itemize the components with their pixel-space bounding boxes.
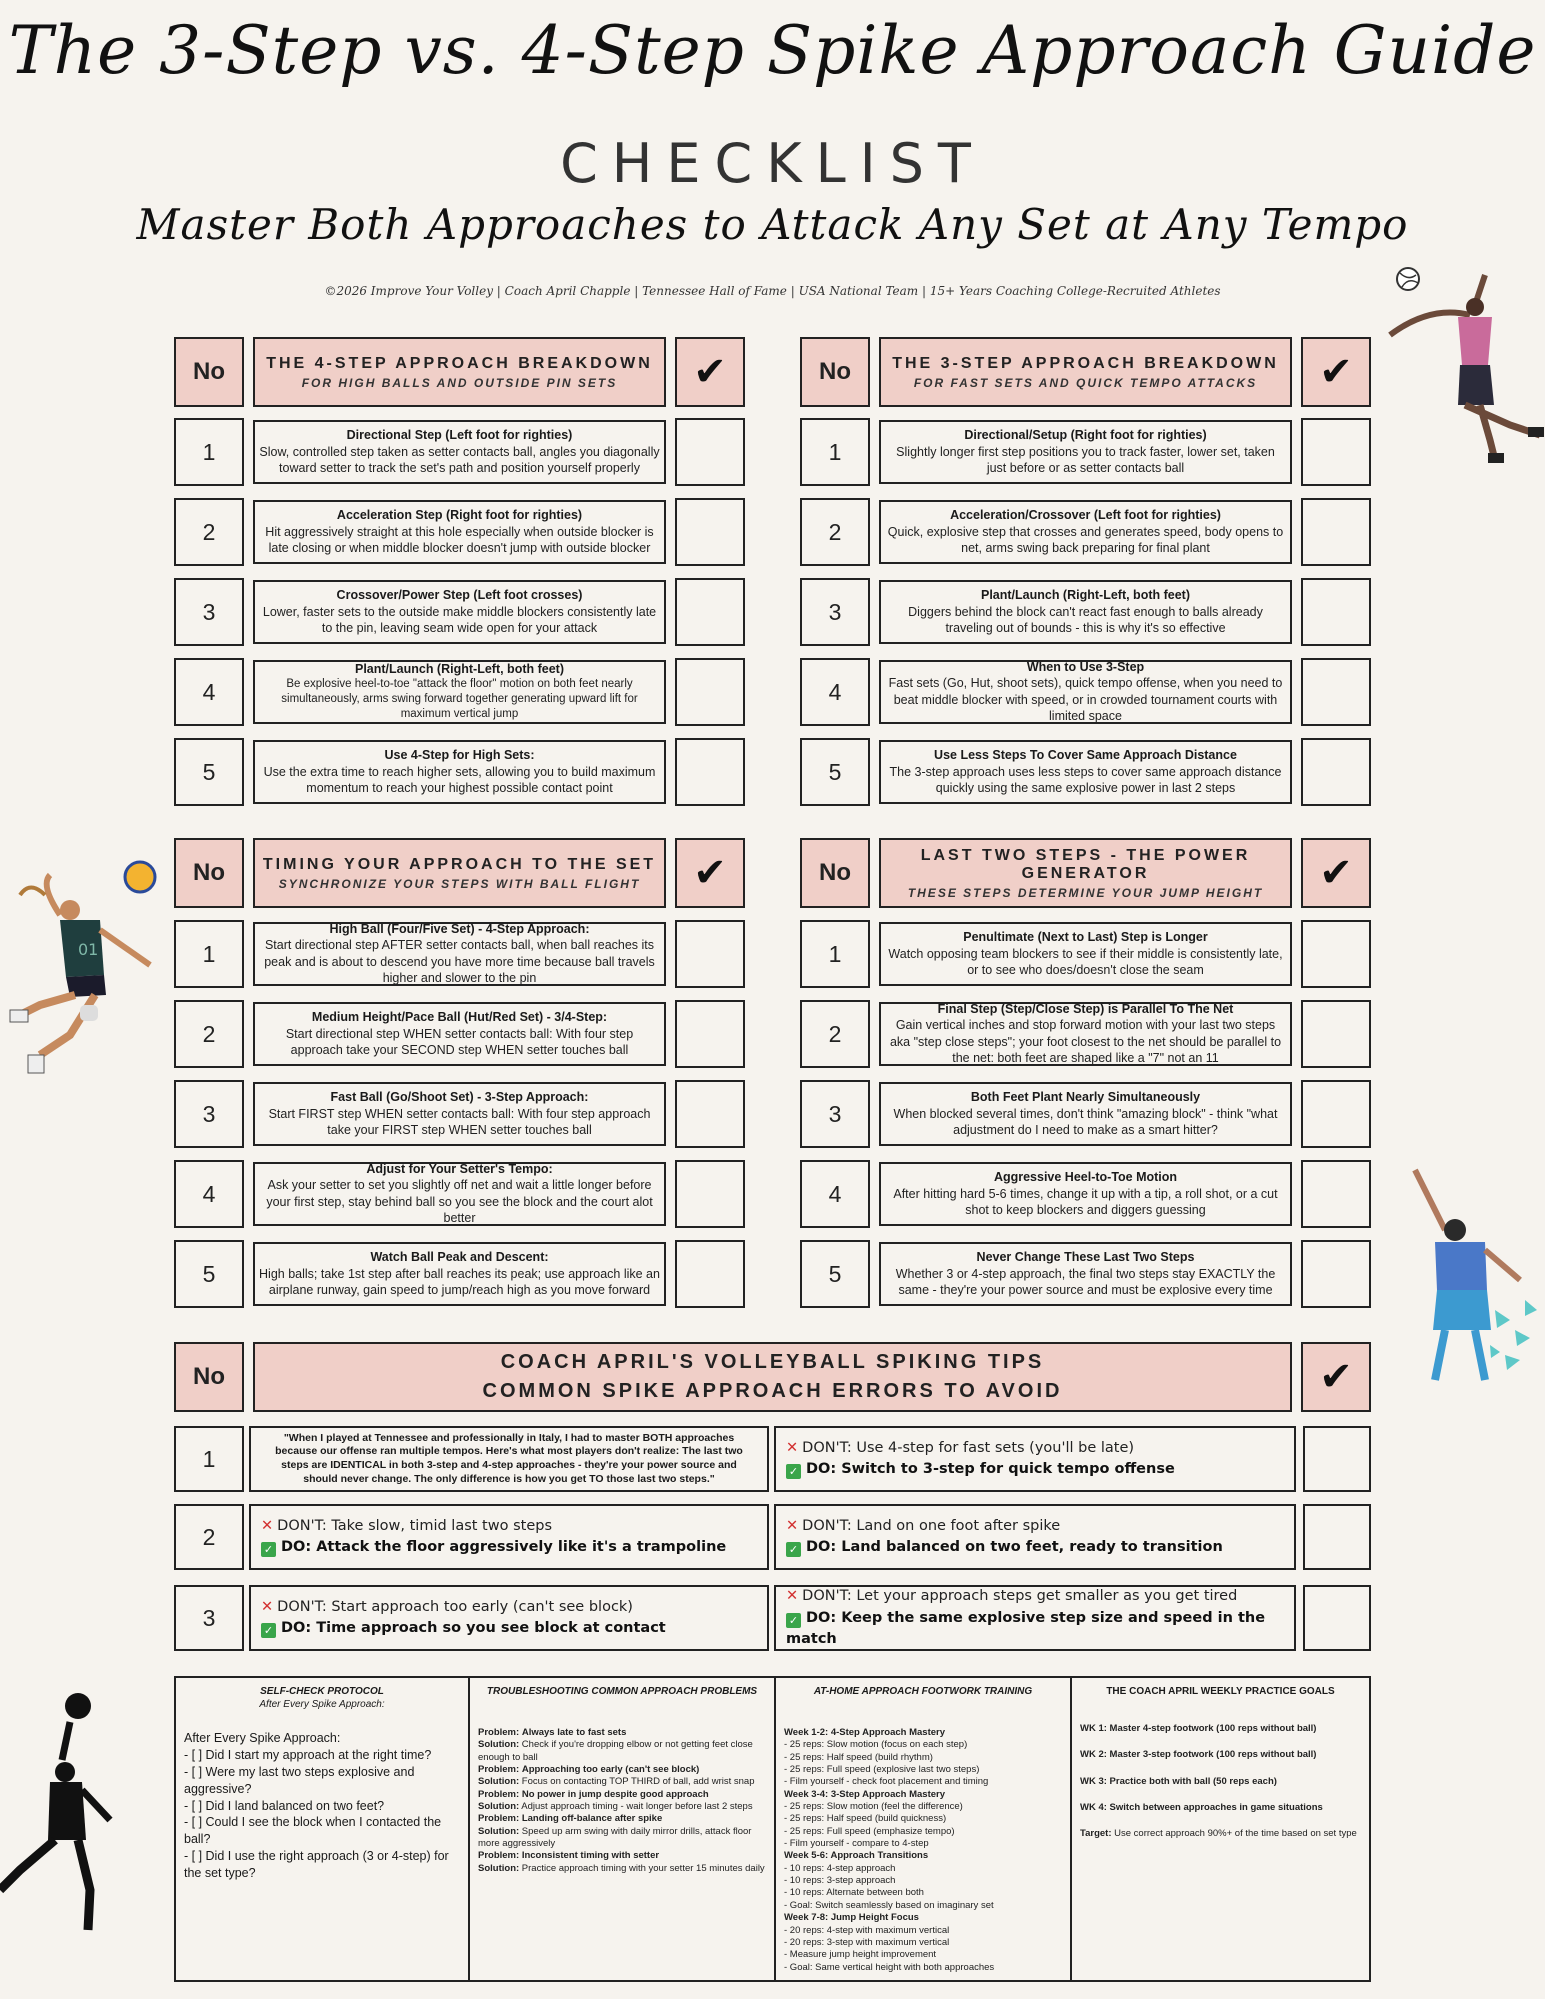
row-item-title: Crossover/Power Step (Left foot crosses) [336,587,583,602]
row-item [879,660,1292,724]
checkbox-green-icon: ✓ [261,1542,276,1557]
row-checkbox[interactable] [1301,920,1371,988]
goal-item: WK 1: Master 4-step footwork (100 reps without ball) [1080,1723,1317,1734]
solution-label: Solution: [478,1862,520,1874]
row-item-description: Fast sets (Go, Hut, shoot sets), quick tempo offense, when you need to beat middle blocker with speed, or in crowded tournament courts with limited space [888,676,1283,723]
do-text: DO: Attack the floor aggressively like it's a trampoline [281,1539,727,1555]
row-checkbox[interactable] [675,738,745,806]
do-text: DO: Switch to 3-step for quick tempo offense [806,1461,1175,1477]
row-item [253,1242,666,1306]
section-subtitle: FOR FAST SETS AND QUICK TEMPO ATTACKS [913,375,1258,390]
self-check-subtitle: After Every Spike Approach: [259,1699,385,1710]
training-line: - 20 reps: 4-step with maximum vertical [784,1924,950,1936]
row-item-description: Quick, explosive step that crosses and generates speed, body opens to net, arms swing back preparing for final plant [887,524,1284,555]
target-text: Use correct approach 90%+ of the time based on set type [1114,1828,1357,1840]
training-week-heading: Week 1-2: 4-Step Approach Mastery [784,1727,946,1738]
row-checkbox[interactable] [675,498,745,566]
row-checkbox[interactable] [1301,418,1371,486]
self-check-item: - [ ] Did I start my approach at the right time? [184,1747,432,1762]
row-checkbox[interactable] [1301,1240,1371,1308]
row-number: 2 [174,1000,244,1068]
row-item-description: Diggers behind the block can't react fast enough to balls already traveling out of bounds - this is why it's so effective [908,604,1263,635]
problem-text: Inconsistent timing with setter [521,1850,660,1862]
volleyball-player-right [1375,1160,1545,1390]
coach-quote: "When I played at Tennessee and professionally in Italy, I had to master BOTH approaches because our offense ran multiple tempos. Here's what most players don't realize: The last two steps are IDENTICAL in both 3-step and 4-step approaches - they're your power source and should never change. The only difference is how you get TO those last two steps." [249,1426,769,1492]
row-item-description: High balls; take 1st step after ball reaches its peak; use approach like an airplane runway, gain speed to jump/reach high as you move forward [259,1266,660,1297]
row-item [879,420,1292,484]
row-item [879,1162,1292,1226]
x-icon: ✕ [786,1517,799,1534]
row-item [253,1002,666,1066]
row-checkbox[interactable] [1301,1000,1371,1068]
row-item-title: Acceleration Step (Right foot for righties) [336,507,583,522]
x-icon: ✕ [261,1517,274,1534]
training-line: - 25 reps: Half speed (build rhythm) [784,1751,933,1763]
row-item-title: When to Use 3-Step [1026,660,1145,674]
solution-text: Adjust approach timing - wait longer before last 2 steps [521,1801,753,1813]
problem-text: Always late to fast sets [521,1727,627,1738]
row-item-description: Use the extra time to reach higher sets, allowing you to build maximum momentum to reach your highest possible contact point [263,764,656,795]
troubleshooting-title: TROUBLESHOOTING COMMON APPROACH PROBLEMS [486,1686,758,1697]
row-checkbox[interactable] [1301,1080,1371,1148]
svg-text:01: 01 [78,940,99,959]
checkbox-green-icon: ✓ [786,1542,801,1557]
problem-label: Problem: [478,1764,520,1776]
self-check-title: SELF-CHECK PROTOCOL [260,1686,384,1697]
no-header-4step: No [174,337,244,407]
training-line: - Goal: Switch seamlessly based on imaginary set [784,1899,994,1911]
training-line: - Goal: Same vertical height with both approaches [784,1961,995,1973]
goal-item: WK 4: Switch between approaches in game situations [1080,1802,1323,1814]
x-icon: ✕ [261,1598,274,1615]
row-item-description: Start directional step WHEN setter contacts ball: With four step approach take your SECOND step WHEN setter touches ball [285,1026,634,1057]
volleyball-player-top-right [1370,265,1545,465]
training-line: - 20 reps: 3-step with maximum vertical [784,1936,950,1948]
row-number: 2 [174,498,244,566]
section-title: THE 4-STEP APPROACH BREAKDOWN [266,354,653,372]
row-number: 4 [174,658,244,726]
row-item-title: Final Step (Step/Close Step) is Parallel To The Net [937,1002,1234,1016]
section-header-4step [253,337,666,407]
row-number: 5 [174,1240,244,1308]
section-header-tips [253,1342,1292,1412]
goals-title: THE COACH APRIL WEEKLY PRACTICE GOALS [1106,1686,1335,1697]
tips-row-1-number: 1 [174,1426,244,1492]
goal-item: WK 2: Master 3-step footwork (100 reps without ball) [1080,1749,1317,1761]
row-number: 5 [800,738,870,806]
tips-row-2-right [774,1504,1296,1570]
dont-text: DON'T: Use 4-step for fast sets (you'll be late) [802,1439,1135,1456]
row-number: 3 [800,1080,870,1148]
tips-row-1-right [774,1426,1296,1492]
section-header-3step [879,337,1292,407]
row-number: 2 [800,498,870,566]
row-item-title: Plant/Launch (Right-Left, both feet) [354,661,564,676]
tips-row-2-left [249,1504,769,1570]
row-item [253,1162,666,1226]
row-number: 5 [174,738,244,806]
tips-title-1: COACH APRIL'S VOLLEYBALL SPIKING TIPS [500,1351,1045,1373]
training-line: - 25 reps: Half speed (build quickness) [784,1813,947,1825]
check-header-tips: ✔ [1301,1342,1371,1412]
training-line: - Measure jump height improvement [784,1949,937,1961]
row-item [879,922,1292,986]
row-item-title: Both Feet Plant Nearly Simultaneously [970,1089,1201,1104]
row-item-description: Start FIRST step WHEN setter contacts ball: With four step approach take your FIRST step WHEN setter touches ball [268,1106,651,1137]
dont-text: DON'T: Start approach too early (can't see block) [277,1598,633,1615]
volleyball-icon [125,862,155,892]
check-header-3step: ✔ [1301,337,1371,407]
row-item-title: Watch Ball Peak and Descent: [370,1249,549,1264]
section-subtitle: THESE STEPS DETERMINE YOUR JUMP HEIGHT [907,885,1264,900]
problem-label: Problem: [478,1813,520,1825]
self-check-item: - [ ] Did I land balanced on two feet? [184,1798,385,1813]
do-text: DO: Land balanced on two feet, ready to transition [806,1539,1223,1555]
row-item-description: Ask your setter to set you slightly off net and wait a little longer before your first step, stay behind ball so you see the block and the court alot better [266,1178,653,1225]
row-checkbox[interactable] [1301,658,1371,726]
row-item [253,922,666,986]
problem-label: Problem: [478,1727,520,1738]
checkbox-green-icon: ✓ [786,1464,801,1479]
row-number: 4 [174,1160,244,1228]
training-column [776,1678,1072,1980]
solution-label: Solution: [478,1776,520,1788]
self-check-column [176,1678,470,1980]
row-item-description: Slightly longer first step positions you to track faster, lower set, taken just before or as setter contacts ball [896,444,1275,475]
row-item-description: The 3-step approach uses less steps to cover same approach distance quickly using the same explosive power in last 2 steps [889,764,1282,795]
problem-text: No power in jump despite good approach [521,1788,709,1800]
section-subtitle: SYNCHRONIZE YOUR STEPS WITH BALL FLIGHT [278,876,641,891]
row-checkbox[interactable] [675,658,745,726]
row-item-title: Directional/Setup (Right foot for righties) [964,427,1207,442]
page-subtitle: Master Both Approaches to Attack Any Set at Any Tempo [136,200,1409,249]
checkbox-green-icon: ✓ [786,1613,801,1628]
row-item [879,1082,1292,1146]
no-header-tips: No [174,1342,244,1412]
dont-text: DON'T: Let your approach steps get smaller as you get tired [802,1588,1238,1605]
row-item-description: After hitting hard 5-6 times, change it up with a tip, a roll shot, or a cut shot to keep blockers and diggers guessing [893,1186,1278,1217]
tips-row-1-checkbox[interactable] [1303,1426,1371,1492]
tips-row-3-left [249,1585,769,1651]
row-checkbox[interactable] [675,418,745,486]
goals-column [1072,1678,1369,1980]
row-item-title: Medium Height/Pace Ball (Hut/Red Set) - 3/4-Step: [311,1009,608,1024]
row-item [879,1002,1292,1066]
row-checkbox[interactable] [1301,578,1371,646]
row-checkbox[interactable] [675,578,745,646]
no-header-timing: No [174,838,244,908]
tips-row-3-right [774,1585,1296,1651]
troubleshooting-column [470,1678,776,1980]
section-title: LAST TWO STEPS - THE POWER GENERATOR [920,846,1251,882]
row-item-description: Be explosive heel-to-toe "attack the floor" motion on both feet nearly simultaneously, arms swing forward together generating upward lift for maximum vertical jump [281,678,638,721]
row-item [879,1242,1292,1306]
section-header-timing [253,838,666,908]
row-number: 1 [800,418,870,486]
row-item [879,500,1292,564]
training-line: - 25 reps: Slow motion (focus on each step) [784,1739,968,1751]
training-line: - 10 reps: 4-step approach [784,1862,896,1874]
row-checkbox[interactable] [675,1240,745,1308]
row-item-description: Slow, controlled step taken as setter contacts ball, angles you diagonally toward setter to track the set's path and position yourself properly [259,444,660,475]
section-title: TIMING YOUR APPROACH TO THE SET [262,855,657,873]
row-checkbox[interactable] [1301,1160,1371,1228]
training-title: AT-HOME APPROACH FOOTWORK TRAINING [813,1686,1033,1697]
training-line: - 10 reps: Alternate between both [784,1887,924,1899]
row-checkbox[interactable] [675,1080,745,1148]
solution-text: Check if you're dropping elbow or not getting feet close enough to ball [478,1739,753,1763]
training-week-heading: Week 5-6: Approach Transitions [784,1850,929,1862]
volleyball-player-left [0,855,170,1095]
row-item-description: Hit aggressively straight at this hole especially when outside blocker is late closing or when middle blocker doesn't jump with outside blocker [265,524,654,555]
training-line: - 25 reps: Full speed (emphasize tempo) [784,1825,955,1837]
check-header-timing: ✔ [675,838,745,908]
row-item-title: Directional Step (Left foot for righties) [346,427,573,442]
row-item-title: Use 4-Step for High Sets: [384,747,535,762]
row-number: 3 [800,578,870,646]
training-line: - 25 reps: Slow motion (feel the difference) [784,1801,963,1813]
no-header-3step: No [800,337,870,407]
silhouette-player [0,1690,150,1935]
row-checkbox[interactable] [675,920,745,988]
checkbox-green-icon: ✓ [261,1623,276,1638]
row-number: 2 [800,1000,870,1068]
row-item [253,740,666,804]
self-check-intro: After Every Spike Approach: [184,1731,341,1745]
training-week-heading: Week 3-4: 3-Step Approach Mastery [784,1788,946,1800]
volleyball-icon [1397,268,1419,290]
dont-text: DON'T: Take slow, timid last two steps [277,1517,552,1534]
check-header-4step: ✔ [675,337,745,407]
tips-row-3-number: 3 [174,1585,244,1651]
row-item-title: Adjust for Your Setter's Tempo: [366,1162,553,1176]
row-number: 1 [800,920,870,988]
training-line: - Film yourself - check foot placement and timing [784,1776,989,1788]
row-item-description: Start directional step AFTER setter contacts ball, when ball reaches its peak and is about to descend you have more time because ball travels higher and slower to the pin [264,938,655,985]
do-text: DO: Keep the same explosive step size and speed in the match [786,1609,1266,1647]
training-line: - 25 reps: Full speed (explosive last two steps) [784,1764,980,1776]
x-icon: ✕ [786,1588,799,1605]
bottom-panel [174,1676,1371,1982]
row-item-description: Whether 3 or 4-step approach, the final two steps stay EXACTLY the same - they're your power source and must be explosive every time [895,1266,1276,1297]
row-number: 4 [800,1160,870,1228]
problem-text: Landing off-balance after spike [521,1813,663,1825]
tips-row-3-checkbox[interactable] [1303,1585,1371,1651]
dont-text: DON'T: Land on one foot after spike [802,1517,1061,1534]
no-header-last2: No [800,838,870,908]
self-check-item: - [ ] Could I see the block when I contacted the ball? [184,1815,442,1847]
solution-label: Solution: [478,1739,520,1751]
row-item-title: Use Less Steps To Cover Same Approach Distance [934,747,1237,762]
row-item-description: Watch opposing team blockers to see if their middle is consistently late, or to see who does/doesn't close the seam [888,946,1283,977]
training-line: - Film yourself - compare to 4-step [784,1838,929,1850]
row-checkbox[interactable] [1301,738,1371,806]
row-item [253,1082,666,1146]
x-icon: ✕ [786,1439,799,1456]
row-item-title: High Ball (Four/Five Set) - 4-Step Approach: [329,922,590,936]
row-number: 1 [174,418,244,486]
training-line: - 10 reps: 3-step approach [784,1875,896,1887]
row-number: 3 [174,578,244,646]
page-title: The 3-Step vs. 4-Step Spike Approach Guide [8,12,1537,89]
row-item-description: When blocked several times, don't think "amazing block" - think "what adjustment do I need to make as a smart hitter? [893,1106,1278,1137]
row-item-title: Plant/Launch (Right-Left, both feet) [980,587,1190,602]
check-header-last2: ✔ [1301,838,1371,908]
row-number: 5 [800,1240,870,1308]
problem-label: Problem: [478,1788,520,1800]
goal-item: WK 3: Practice both with ball (50 reps each) [1080,1775,1277,1787]
row-item [879,580,1292,644]
training-week-heading: Week 7-8: Jump Height Focus [784,1912,919,1924]
row-number: 1 [174,920,244,988]
row-number: 3 [174,1080,244,1148]
row-number: 4 [800,658,870,726]
row-checkbox[interactable] [675,1000,745,1068]
target-label: Target: [1080,1828,1112,1840]
problem-label: Problem: [478,1850,520,1862]
row-item-description: Gain vertical inches and stop forward motion with your last two steps aka "step close steps"; your foot closest to the net should be parallel to the net: both feet are shaped like a "7" not an 11 [889,1018,1282,1065]
tips-row-2-checkbox[interactable] [1303,1504,1371,1570]
solution-text: Speed up arm swing with daily mirror drills, attack floor more aggressively [478,1825,752,1850]
checklist-heading: CHECKLIST [560,132,985,195]
problem-text: Approaching too early (can't see block) [521,1764,700,1776]
self-check-item: - [ ] Did I use the right approach (3 or 4-step) for the set type? [184,1849,449,1880]
solution-text: Focus on contacting TOP THIRD of ball, add wrist snap [521,1776,755,1788]
row-item [879,740,1292,804]
row-item-description: Lower, faster sets to the outside make middle blockers consistently late to the pin, leaving seam wide open for your attack [262,604,657,635]
volleyball-icon [65,1693,91,1719]
row-item [253,580,666,644]
tips-row-2-number: 2 [174,1504,244,1570]
do-text: DO: Time approach so you see block at contact [281,1620,666,1636]
section-title: THE 3-STEP APPROACH BREAKDOWN [892,354,1279,372]
row-item [253,500,666,564]
section-subtitle: FOR HIGH BALLS AND OUTSIDE PIN SETS [301,375,618,390]
tips-title-2: COMMON SPIKE APPROACH ERRORS TO AVOID [482,1380,1063,1402]
solution-label: Solution: [478,1801,520,1813]
row-checkbox[interactable] [675,1160,745,1228]
solution-text: Practice approach timing with your setter 15 minutes daily [521,1862,765,1874]
solution-label: Solution: [478,1825,520,1837]
row-checkbox[interactable] [1301,498,1371,566]
row-item [253,660,666,724]
self-check-item: - [ ] Were my last two steps explosive and aggressive? [184,1764,415,1796]
row-item-title: Aggressive Heel-to-Toe Motion [993,1169,1178,1184]
row-item-title: Penultimate (Next to Last) Step is Longer [963,929,1208,944]
row-item-title: Acceleration/Crossover (Left foot for righties) [950,507,1221,522]
section-header-last2 [879,838,1292,908]
row-item [253,420,666,484]
credit-line: ©2026 Improve Your Volley | Coach April Chapple | Tennessee Hall of Fame | USA National Team | 15+ Years Coaching College-Recruited Athletes [324,284,1221,298]
row-item-title: Never Change These Last Two Steps [976,1249,1195,1264]
row-item-title: Fast Ball (Go/Shoot Set) - 3-Step Approach: [330,1089,589,1104]
